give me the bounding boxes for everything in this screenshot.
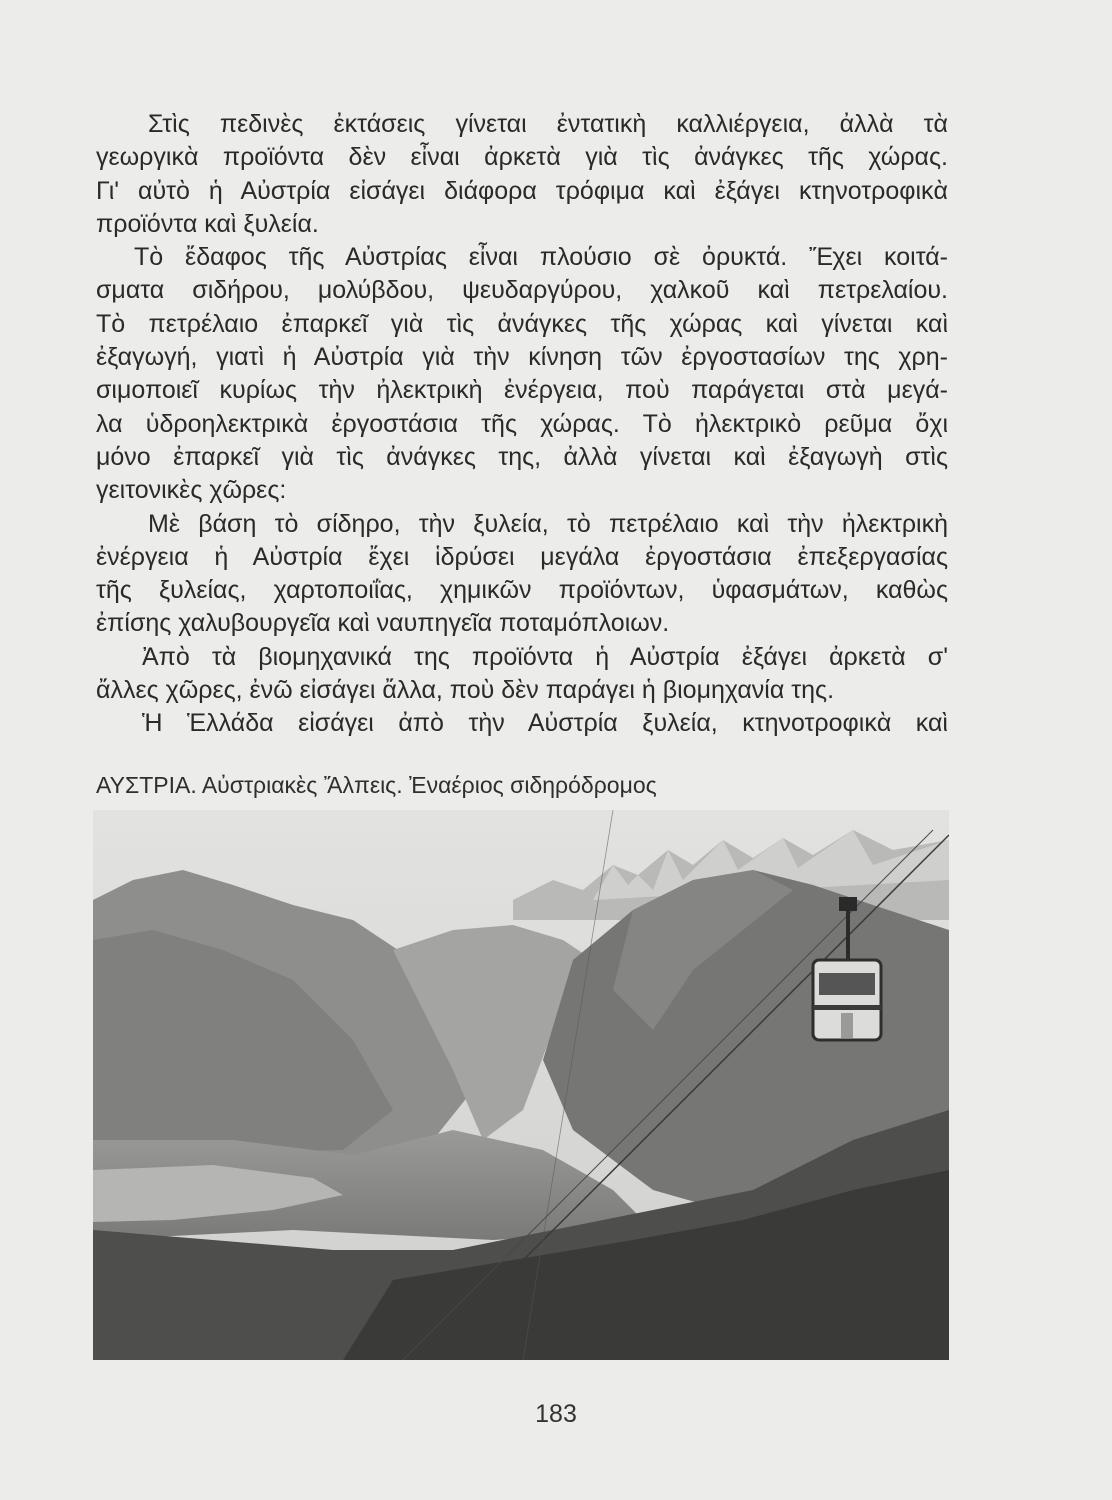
text-line: Ἀπὸ τὰ βιομηχανικά της προϊόντα ἡ Αὐστρία ἐξάγει ἀρκετὰ σ' xyxy=(142,642,948,671)
text-line: ἐπίσης χαλυβουργεῖα καὶ ναυπηγεῖα ποταμόπλοιων. xyxy=(96,609,670,638)
text-line: τῆς ξυλείας, χαρτοποιΐας, χημικῶν προϊόντων, ὑφασμάτων, καθὼς xyxy=(96,576,948,605)
text-line: Στὶς πεδινὲς ἐκτάσεις γίνεται ἐντατικὴ καλλιέργεια, ἀλλὰ τὰ xyxy=(148,110,948,138)
text-line: Μὲ βάση τὸ σίδηρο, τὴν ξυλεία, τὸ πετρέλαιο καὶ τὴν ἠλεκτρικὴ xyxy=(148,509,948,538)
cable-car-window xyxy=(819,973,875,995)
text-line: γειτονικὲς χῶρες: xyxy=(96,476,287,505)
photo-caption: ΑΥΣΤΡΙΑ. Αὐστριακὲς Ἄλπεις. Ἐναέριος σιδηρόδρομος xyxy=(96,772,657,798)
text-line: Γι' αὐτὸ ἡ Αὐστρία εἰσάγει διάφορα τρόφιμα καὶ ἐξάγει κτηνοτροφικὰ xyxy=(96,176,948,205)
body-text xyxy=(96,108,948,741)
text-line: λα ὑδροηλεκτρικὰ ἐργοστάσια τῆς χώρας. Τὸ ἠλεκτρικὸ ρεῦμα ὄχι xyxy=(96,409,948,438)
text-line: μόνο ἐπαρκεῖ γιὰ τὶς ἀνάγκες της, ἀλλὰ γίνεται καὶ ἐξαγωγὴ στὶς xyxy=(96,442,948,471)
text-line: ἄλλες χῶρες, ἐνῶ εἰσάγει ἄλλα, ποὺ δὲν παράγει ἡ βιομηχανία της. xyxy=(96,676,835,705)
text-line: ἐξαγωγή, γιατὶ ἡ Αὐστρία γιὰ τὴν κίνηση τῶν ἐργοστασίων της χρη- xyxy=(96,343,948,372)
text-line: Ἡ Ἑλλάδα εἰσάγει ἀπὸ τὴν Αὐστρία ξυλεία, κτηνοτροφικὰ καὶ xyxy=(142,709,948,738)
text-line: ἐνέργεια ἡ Αὐστρία ἔχει ἱδρύσει μεγάλα ἐργοστάσια ἐπεξεργασίας xyxy=(96,542,948,571)
text-line: προϊόντα καὶ ξυλεία. xyxy=(96,209,319,238)
cable-car-band xyxy=(813,1005,881,1010)
text-line: Τὸ πετρέλαιο ἐπαρκεῖ γιὰ τὶς ἀνάγκες τῆς χώρας καὶ γίνεται καὶ xyxy=(96,309,948,338)
alps-cable-car-photo xyxy=(93,810,949,1360)
page-number: 183 xyxy=(535,1400,577,1428)
photo-illustration xyxy=(93,810,949,1360)
text-line: Τὸ ἔδαφος τῆς Αὐστρίας εἶναι πλούσιο σὲ ὀρυκτά. Ἔχει κοιτά- xyxy=(134,243,948,272)
text-line: σματα σιδήρου, μολύβδου, ψευδαργύρου, χαλκοῦ καὶ πετρελαίου. xyxy=(96,276,948,305)
text-line: γεωργικὰ προϊόντα δὲν εἶναι ἀρκετὰ γιὰ τὶς ἀνάγκες τῆς χώρας. xyxy=(96,143,948,172)
text-line: σιμοποιεῖ κυρίως τὴν ἠλεκτρικὴ ἐνέργεια, ποὺ παράγεται στὰ μεγά- xyxy=(96,376,948,405)
cable-car-door xyxy=(841,1013,853,1038)
cable-car-grip xyxy=(839,897,857,911)
